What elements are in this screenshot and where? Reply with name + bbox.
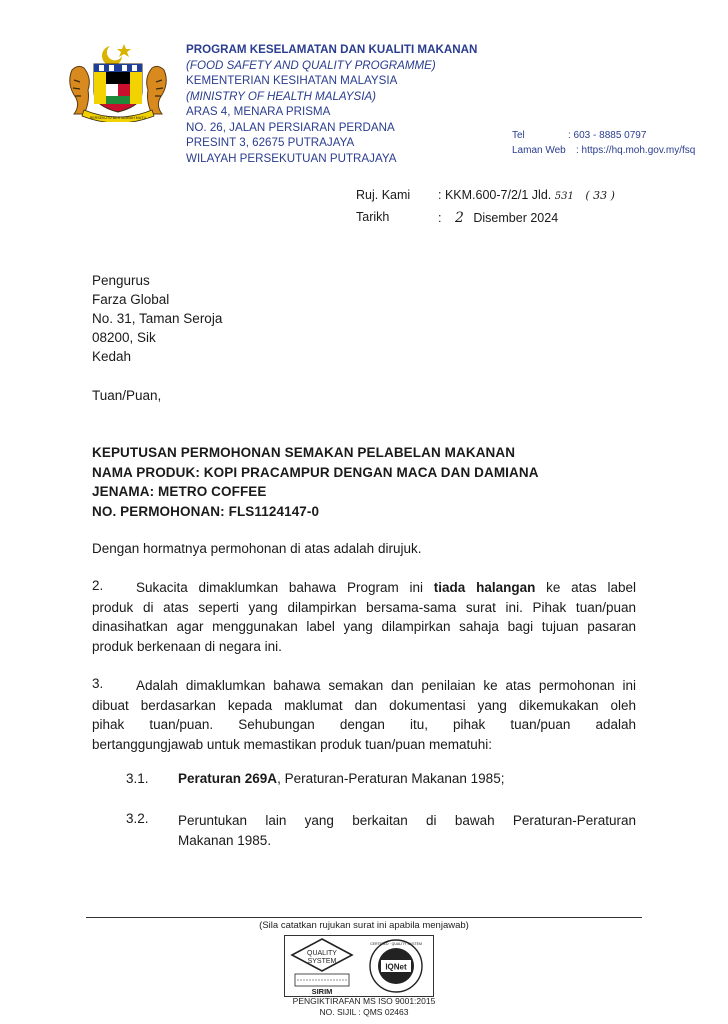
list-item-number: 3.1. <box>126 771 149 786</box>
date-handwritten-day: 2 <box>454 210 464 226</box>
list-item-text: Peraturan 269A, Peraturan-Peraturan Makanan 1985; <box>178 771 505 786</box>
footer-reply-note: (Sila catatkan rujukan surat ini apabila menjawab) <box>259 920 469 931</box>
ref-value: : KKM.600-7/2/1 Jld. 531 ( 33 ) <box>438 188 615 202</box>
list-item-number: 3.2. <box>126 811 149 826</box>
sirim-quality-system-logo <box>285 936 359 996</box>
ref-handwritten-folio: ( 33 ) <box>585 189 615 202</box>
paragraph-1: Dengan hormatnya permohonan di atas adalah dirujuk. <box>92 541 422 556</box>
header-ministry: KEMENTERIAN KESIHATAN MALAYSIA <box>186 74 398 87</box>
malaysia-coat-of-arms-logo <box>62 40 174 122</box>
svg-text:SYSTEM: SYSTEM <box>307 958 337 965</box>
certificate-number: NO. SIJIL : QMS 02463 <box>319 1007 409 1017</box>
recipient-line: No. 31, Taman Seroja <box>92 311 223 326</box>
web-label: Laman Web <box>512 145 566 156</box>
salutation: Tuan/Puan, <box>92 388 162 403</box>
paragraph-number: 3. <box>92 676 104 691</box>
recipient-line: Farza Global <box>92 292 170 307</box>
header-address-line: ARAS 4, MENARA PRISMA <box>186 105 331 118</box>
header-ministry-en: (MINISTRY OF HEALTH MALAYSIA) <box>186 89 377 103</box>
svg-text:CERTIFIED · QUALITY SYSTEM: CERTIFIED · QUALITY SYSTEM <box>370 942 422 946</box>
recipient-line: Pengurus <box>92 273 150 288</box>
subject-product-name: NAMA PRODUK: KOPI PRACAMPUR DENGAN MACA DAN DAMIANA <box>92 464 539 480</box>
header-program-name: PROGRAM KESELAMATAN DAN KUALITI MAKANAN <box>186 43 478 56</box>
iso-accreditation: PENGIKTIRAFAN MS ISO 9001:2015 <box>292 996 436 1006</box>
list-item-text: Peruntukan lain yang berkaitan di bawah Peraturan-Peraturan Makanan 1985. <box>178 813 636 848</box>
iqnet-certified-logo <box>359 936 433 996</box>
subject-application-number: NO. PERMOHONAN: FLS1124147-0 <box>92 503 320 519</box>
svg-text:QUALITY: QUALITY <box>307 950 337 957</box>
subject-brand: JENAMA: METRO COFFEE <box>92 484 267 499</box>
tel-label: Tel <box>512 130 525 141</box>
no-objection-text: tiada halangan <box>433 580 536 595</box>
svg-text:BERSEKUTU BERTAMBAH MUTU: BERSEKUTU BERTAMBAH MUTU <box>89 116 147 120</box>
header-address-line: NO. 26, JALAN PERSIARAN PERDANA <box>186 120 395 134</box>
certification-box <box>284 935 434 997</box>
date-value: : 2 Disember 2024 <box>438 210 559 226</box>
header-address-line: PRESINT 3, 62675 PUTRAJAYA <box>186 136 355 149</box>
ref-handwritten-number: 531 <box>554 191 574 202</box>
svg-text:SIRIM: SIRIM <box>311 987 333 996</box>
header-address-line: WILAYAH PERSEKUTUAN PUTRAJAYA <box>186 151 397 165</box>
date-label: Tarikh <box>356 210 390 224</box>
subject-title: KEPUTUSAN PERMOHONAN SEMAKAN PELABELAN MAKANAN <box>92 445 516 460</box>
recipient-line: Kedah <box>92 349 132 364</box>
ref-label: Ruj. Kami <box>356 188 411 202</box>
footer-divider <box>86 917 642 918</box>
tel-value: : 603 - 8885 0797 <box>568 130 647 141</box>
svg-text:IQNet: IQNet <box>385 962 407 972</box>
header-program-name-en: (FOOD SAFETY AND QUALITY PROGRAMME) <box>186 58 436 72</box>
recipient-line: 08200, Sik <box>92 330 156 345</box>
web-link[interactable]: : https://hq.moh.gov.my/fsq <box>576 145 696 156</box>
paragraph-number: 2. <box>92 578 104 593</box>
